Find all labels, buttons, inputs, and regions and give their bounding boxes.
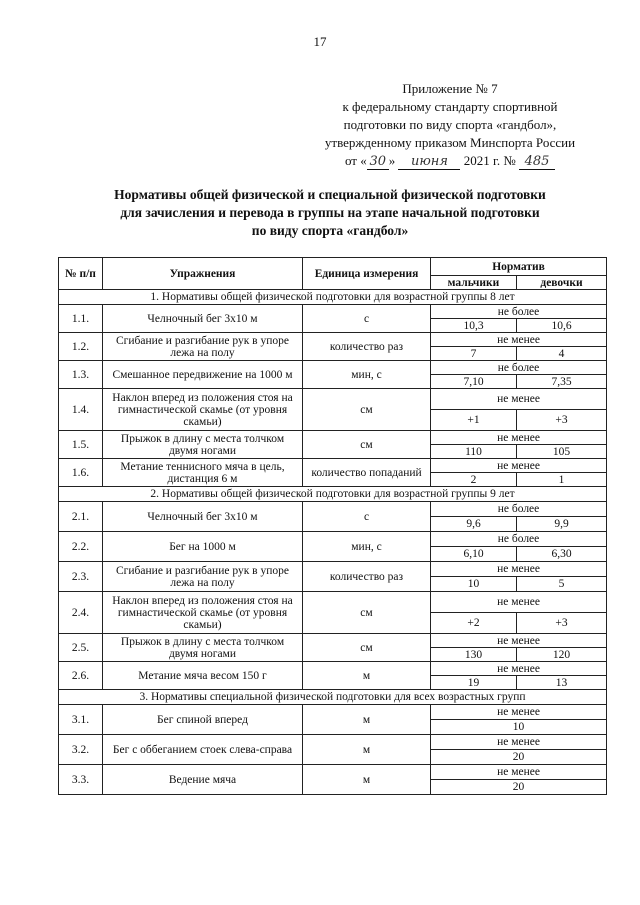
row-boys-value: 130 bbox=[431, 648, 517, 662]
row-number: 1.4. bbox=[59, 389, 103, 431]
row-exercise: Сгибание и разгибание рук в упоре лежа на полу bbox=[103, 333, 303, 361]
table-row bbox=[59, 389, 607, 410]
row-girls-value: +3 bbox=[517, 410, 607, 431]
appendix-title: Приложение № 7 bbox=[402, 81, 498, 96]
row-boys-value: 7,10 bbox=[431, 375, 517, 389]
row-number: 3.3. bbox=[59, 765, 103, 795]
row-unit: см bbox=[303, 634, 431, 662]
row-girls-value: 1 bbox=[517, 473, 607, 487]
row-unit: см bbox=[303, 592, 431, 634]
title-line: для зачисления и перевода в группы на этапе начальной подготовки bbox=[120, 205, 540, 220]
row-condition: не более bbox=[431, 305, 607, 319]
appendix-line: к федеральному стандарту спортивной bbox=[342, 99, 558, 114]
row-boys-value: +1 bbox=[431, 410, 517, 431]
row-condition: не более bbox=[431, 532, 607, 547]
row-girls-value: 4 bbox=[517, 347, 607, 361]
date-month: июня bbox=[398, 155, 460, 170]
row-exercise: Ведение мяча bbox=[103, 765, 303, 795]
row-girls-value: 9,9 bbox=[517, 517, 607, 532]
row-condition: не менее bbox=[431, 562, 607, 577]
date-year: 2021 г. № bbox=[463, 153, 516, 168]
appendix-line: утвержденному приказом Минспорта России bbox=[324, 135, 576, 150]
row-condition: не более bbox=[431, 502, 607, 517]
row-unit: количество раз bbox=[303, 333, 431, 361]
row-number: 1.5. bbox=[59, 431, 103, 459]
date-day: 30 bbox=[367, 155, 389, 170]
row-girls-value: 13 bbox=[517, 676, 607, 690]
row-boys-value: 2 bbox=[431, 473, 517, 487]
section-title: 1. Нормативы общей физической подготовки для возрастной группы 8 лет bbox=[59, 290, 607, 305]
order-number: 485 bbox=[519, 155, 555, 170]
row-boys-value: 110 bbox=[431, 445, 517, 459]
row-condition: не менее bbox=[431, 634, 607, 648]
header-norm: Норматив bbox=[431, 258, 607, 276]
row-exercise: Челночный бег 3х10 м bbox=[103, 502, 303, 532]
row-exercise: Прыжок в длину с места толчком двумя ногами bbox=[103, 431, 303, 459]
row-girls-value: 120 bbox=[517, 648, 607, 662]
row-boys-value: +2 bbox=[431, 613, 517, 634]
row-condition: не менее bbox=[431, 333, 607, 347]
table-row bbox=[59, 532, 607, 547]
row-unit: см bbox=[303, 389, 431, 431]
row-girls-value: +3 bbox=[517, 613, 607, 634]
document-title bbox=[40, 186, 620, 240]
row-exercise: Прыжок в длину с места толчком двумя ногами bbox=[103, 634, 303, 662]
row-condition: не менее bbox=[431, 705, 607, 720]
table-row bbox=[59, 562, 607, 577]
row-exercise: Челночный бег 3х10 м bbox=[103, 305, 303, 333]
row-unit: мин, с bbox=[303, 361, 431, 389]
table-row bbox=[59, 765, 607, 780]
table-row bbox=[59, 735, 607, 750]
row-boys-value: 9,6 bbox=[431, 517, 517, 532]
row-condition: не более bbox=[431, 361, 607, 375]
norms-table bbox=[58, 257, 607, 795]
table-row bbox=[59, 431, 607, 445]
date-sep: » bbox=[388, 153, 396, 168]
row-condition: не менее bbox=[431, 389, 607, 410]
row-condition: не менее bbox=[431, 592, 607, 613]
row-exercise: Метание мяча весом 150 г bbox=[103, 662, 303, 690]
table-row bbox=[59, 705, 607, 720]
row-girls-value: 6,30 bbox=[517, 547, 607, 562]
row-number: 2.6. bbox=[59, 662, 103, 690]
date-prefix: от « bbox=[344, 153, 367, 168]
row-number: 3.2. bbox=[59, 735, 103, 765]
row-exercise: Сгибание и разгибание рук в упоре лежа на полу bbox=[103, 562, 303, 592]
row-girls-value: 105 bbox=[517, 445, 607, 459]
row-number: 1.6. bbox=[59, 459, 103, 487]
row-unit: с bbox=[303, 502, 431, 532]
row-unit: количество попаданий bbox=[303, 459, 431, 487]
row-condition: не менее bbox=[431, 662, 607, 676]
row-number: 1.2. bbox=[59, 333, 103, 361]
row-exercise: Бег спиной вперед bbox=[103, 705, 303, 735]
row-number: 1.3. bbox=[59, 361, 103, 389]
row-unit: м bbox=[303, 735, 431, 765]
row-exercise: Наклон вперед из положения стоя на гимнастической скамье (от уровня скамьи) bbox=[103, 389, 303, 431]
row-number: 2.4. bbox=[59, 592, 103, 634]
row-girls-value: 5 bbox=[517, 577, 607, 592]
row-unit: с bbox=[303, 305, 431, 333]
row-value: 20 bbox=[431, 780, 607, 795]
row-number: 2.1. bbox=[59, 502, 103, 532]
row-exercise: Бег на 1000 м bbox=[103, 532, 303, 562]
row-number: 2.5. bbox=[59, 634, 103, 662]
table-row bbox=[59, 333, 607, 347]
row-value: 10 bbox=[431, 720, 607, 735]
row-boys-value: 7 bbox=[431, 347, 517, 361]
title-line: Нормативы общей физической и специальной физической подготовки bbox=[114, 187, 546, 202]
table-row bbox=[59, 361, 607, 375]
row-girls-value: 10,6 bbox=[517, 319, 607, 333]
row-condition: не менее bbox=[431, 431, 607, 445]
row-boys-value: 10,3 bbox=[431, 319, 517, 333]
row-condition: не менее bbox=[431, 459, 607, 473]
row-exercise: Смешанное передвижение на 1000 м bbox=[103, 361, 303, 389]
table-row bbox=[59, 662, 607, 676]
row-unit: м bbox=[303, 705, 431, 735]
row-condition: не менее bbox=[431, 735, 607, 750]
row-number: 1.1. bbox=[59, 305, 103, 333]
section-title: 3. Нормативы специальной физической подготовки для всех возрастных групп bbox=[59, 690, 607, 705]
row-number: 3.1. bbox=[59, 705, 103, 735]
row-condition: не менее bbox=[431, 765, 607, 780]
row-unit: мин, с bbox=[303, 532, 431, 562]
appendix-block bbox=[300, 80, 600, 170]
appendix-date-line bbox=[300, 152, 600, 170]
row-boys-value: 6,10 bbox=[431, 547, 517, 562]
header-boys: мальчики bbox=[431, 276, 517, 290]
row-girls-value: 7,35 bbox=[517, 375, 607, 389]
row-boys-value: 19 bbox=[431, 676, 517, 690]
row-unit: см bbox=[303, 431, 431, 459]
page-number: 17 bbox=[313, 34, 327, 49]
row-unit: количество раз bbox=[303, 562, 431, 592]
row-boys-value: 10 bbox=[431, 577, 517, 592]
header-girls: девочки bbox=[517, 276, 607, 290]
table-row bbox=[59, 634, 607, 648]
title-line: по виду спорта «гандбол» bbox=[251, 223, 409, 238]
row-number: 2.3. bbox=[59, 562, 103, 592]
table-row bbox=[59, 592, 607, 613]
section-title: 2. Нормативы общей физической подготовки для возрастной группы 9 лет bbox=[59, 487, 607, 502]
appendix-line: подготовки по виду спорта «гандбол», bbox=[343, 117, 557, 132]
row-number: 2.2. bbox=[59, 532, 103, 562]
row-unit: м bbox=[303, 765, 431, 795]
table-row bbox=[59, 502, 607, 517]
row-exercise: Метание теннисного мяча в цель, дистанция 6 м bbox=[103, 459, 303, 487]
table-row bbox=[59, 305, 607, 319]
header-exercise: Упражнения bbox=[103, 258, 303, 290]
table-row bbox=[59, 459, 607, 473]
row-unit: м bbox=[303, 662, 431, 690]
header-unit: Единица измерения bbox=[303, 258, 431, 290]
row-value: 20 bbox=[431, 750, 607, 765]
row-exercise: Наклон вперед из положения стоя на гимнастической скамье (от уровня скамьи) bbox=[103, 592, 303, 634]
row-exercise: Бег с оббеганием стоек слева-справа bbox=[103, 735, 303, 765]
header-num: № п/п bbox=[59, 258, 103, 290]
